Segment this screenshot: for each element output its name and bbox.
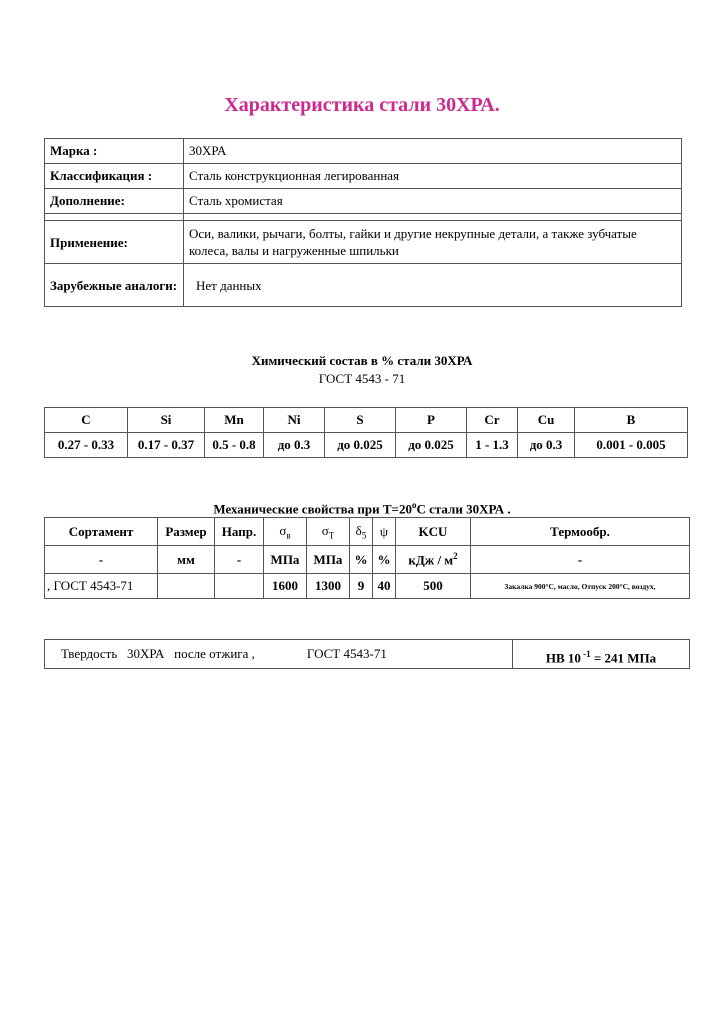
- mech-unit-psi: %: [373, 546, 396, 574]
- chem-value-cu: до 0.3: [518, 433, 575, 458]
- mech-unit-delta: %: [350, 546, 373, 574]
- chem-table: [44, 407, 688, 458]
- chem-value-c: 0.27 - 0.33: [45, 433, 128, 458]
- table-row: [45, 221, 682, 264]
- marka-label: Марка :: [45, 139, 184, 164]
- table-row: [45, 189, 682, 214]
- mech-unit-razmer: мм: [158, 546, 215, 574]
- mech-header-termo: Термообр.: [471, 518, 690, 546]
- mech-row-psi: 40: [373, 574, 396, 599]
- dop-label: Дополнение:: [45, 189, 184, 214]
- mech-unit-napr: -: [215, 546, 264, 574]
- chem-header-cu: Cu: [518, 408, 575, 433]
- class-value: Сталь конструкционная легированная: [184, 164, 682, 189]
- mech-unit-sortament: -: [45, 546, 158, 574]
- mech-unit-sigma-b: МПа: [264, 546, 307, 574]
- mech-header-psi: ψ: [373, 518, 396, 546]
- mech-table: [44, 517, 690, 599]
- chem-header-si: Si: [128, 408, 205, 433]
- table-row: [45, 518, 690, 546]
- mech-unit-termo: -: [471, 546, 690, 574]
- mech-row-napr: [215, 574, 264, 599]
- dop-value: Сталь хромистая: [184, 189, 682, 214]
- mech-row-kcu: 500: [396, 574, 471, 599]
- mech-row-razmer: [158, 574, 215, 599]
- chem-value-cr: 1 - 1.3: [467, 433, 518, 458]
- mech-header-delta: $\delta_5$: [350, 518, 373, 546]
- table-row: [45, 139, 682, 164]
- info-table: [44, 138, 682, 307]
- mech-row-sigma-b: 1600: [264, 574, 307, 599]
- chem-value-ni: до 0.3: [264, 433, 325, 458]
- mech-header-kcu: KCU: [396, 518, 471, 546]
- table-row: [45, 264, 682, 307]
- chem-title: Химический состав в % стали 30ХРА: [251, 353, 473, 368]
- chem-header-c: C: [45, 408, 128, 433]
- prim-value: Оси, валики, рычаги, болты, гайки и другие некрупные детали, а также зубчатые колеса, валы и нагруженные шпильки: [184, 221, 682, 264]
- mech-row-sortament: , ГОСТ 4543-71: [45, 574, 158, 599]
- mech-header-napr: Напр.: [215, 518, 264, 546]
- chem-header-p: P: [396, 408, 467, 433]
- chem-header-s: S: [325, 408, 396, 433]
- mech-header-sigma-b: $\sigma_в$: [264, 518, 307, 546]
- mech-unit-sigma-t: МПа: [307, 546, 350, 574]
- table-row: [45, 574, 690, 599]
- analog-value: Нет данных: [184, 264, 682, 307]
- mech-header-razmer: Размер: [158, 518, 215, 546]
- chem-gost: ГОСТ 4543 - 71: [318, 371, 406, 386]
- chem-value-b: 0.001 - 0.005: [575, 433, 688, 458]
- table-row: [45, 546, 690, 574]
- mech-header-sortament: Сортамент: [45, 518, 158, 546]
- prim-label: Применение:: [45, 221, 184, 264]
- table-row: [45, 408, 688, 433]
- chem-header-cr: Cr: [467, 408, 518, 433]
- mech-row-termo: Закалка 900°С, масло, Отпуск 200°С, воздух,: [471, 574, 690, 599]
- chem-header-b: B: [575, 408, 688, 433]
- chem-header-mn: Mn: [205, 408, 264, 433]
- hardness-text: Твердость 30ХРА после отжига , ГОСТ 4543-71: [45, 640, 513, 668]
- chem-header-ni: Ni: [264, 408, 325, 433]
- chem-value-si: 0.17 - 0.37: [128, 433, 205, 458]
- mech-title: Механические свойства при $Т=20^oС$ стали 30ХРА .: [213, 500, 511, 517]
- page-title: Характеристика стали 30ХРА.: [224, 94, 500, 116]
- chem-value-s: до 0.025: [325, 433, 396, 458]
- chem-value-p: до 0.025: [396, 433, 467, 458]
- table-row: [45, 164, 682, 189]
- mech-row-sigma-t: 1300: [307, 574, 350, 599]
- mech-row-delta: 9: [350, 574, 373, 599]
- hardness-box: [44, 639, 690, 669]
- marka-value: 30ХРА: [184, 139, 682, 164]
- mech-unit-kcu: кДж / $м^2$: [396, 546, 471, 574]
- spacer-row: [45, 214, 682, 221]
- chem-value-mn: 0.5 - 0.8: [205, 433, 264, 458]
- table-row: [45, 433, 688, 458]
- class-label: Классификация :: [45, 164, 184, 189]
- mech-header-sigma-t: $\sigma_T$: [307, 518, 350, 546]
- analog-label: Зарубежные аналоги:: [45, 264, 184, 307]
- hardness-value: HB 10 $^{-1}$ = 241 МПа: [545, 649, 657, 666]
